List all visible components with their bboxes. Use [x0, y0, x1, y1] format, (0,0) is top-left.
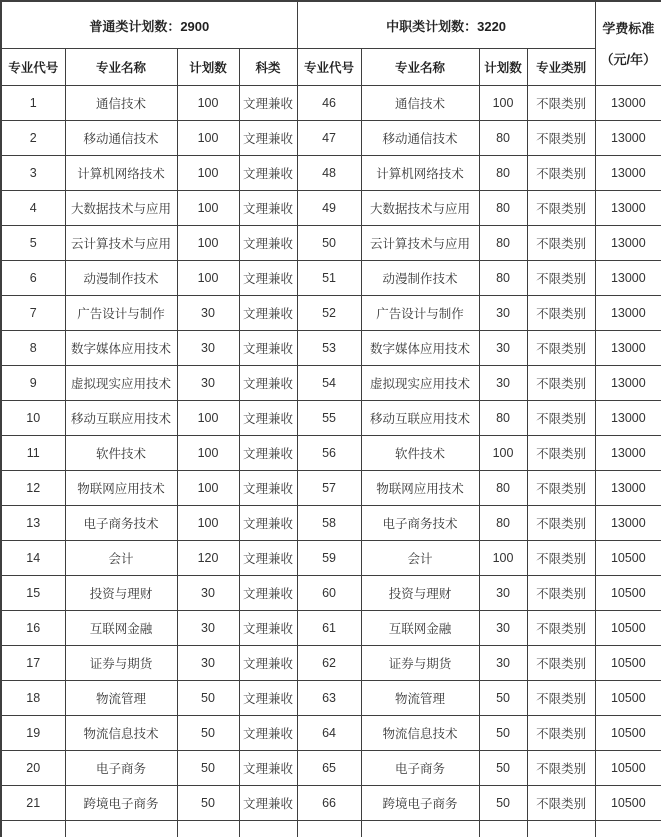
cell-vocational-plan-count: 30: [479, 366, 527, 401]
cell-vocational-major-name: 通信技术: [361, 86, 479, 121]
cell-general-code: 9: [1, 366, 65, 401]
cell-vocational-plan-count: 80: [479, 121, 527, 156]
cell-vocational-code: 57: [297, 471, 361, 506]
column-header-row: [1, 49, 661, 86]
cell-vocational-category: 不限类别: [527, 681, 595, 716]
cell-general-code: 20: [1, 751, 65, 786]
cell-general-subject-category: 文理兼收: [239, 471, 297, 506]
cell-vocational-category: 不限类别: [527, 576, 595, 611]
cell-general-plan-count: 30: [177, 611, 239, 646]
cell-vocational-category: 不限类别: [527, 156, 595, 191]
cell-general-major-name: 物流信息技术: [65, 716, 177, 751]
cell-general-code: 4: [1, 191, 65, 226]
cell-vocational-code: 60: [297, 576, 361, 611]
cell-general-plan-count: 100: [177, 86, 239, 121]
cell-general-plan-count: 50: [177, 681, 239, 716]
cell-tuition-fee: 10500: [595, 681, 661, 716]
cell-vocational-code: 66: [297, 786, 361, 821]
vocational-code-column-header: 专业代号: [297, 49, 361, 86]
table-row: [1, 751, 661, 786]
table-row: [1, 226, 661, 261]
cell-general-plan-count: 100: [177, 191, 239, 226]
cell-vocational-plan-count: 50: [479, 751, 527, 786]
cell-general-subject-category: 文理兼收: [239, 191, 297, 226]
cell-vocational-code: 61: [297, 611, 361, 646]
cell-vocational-category: 不限类别: [527, 366, 595, 401]
cell-general-plan-count: 100: [177, 401, 239, 436]
cell-vocational-category: 不限类别: [527, 611, 595, 646]
cell-vocational-plan-count: 100: [479, 436, 527, 471]
partial-clipped-row: [1, 821, 661, 837]
cell-vocational-plan-count: 30: [479, 611, 527, 646]
vocational-category-column-header: 专业类别: [527, 49, 595, 86]
cell-tuition-fee: 13000: [595, 261, 661, 296]
cell-vocational-major-name: 软件技术: [361, 436, 479, 471]
cell-vocational-code: 53: [297, 331, 361, 366]
cell-vocational-category: 不限类别: [527, 751, 595, 786]
cell-general-subject-category: 文理兼收: [239, 541, 297, 576]
cell-vocational-code: 46: [297, 86, 361, 121]
cell-vocational-code: 62: [297, 646, 361, 681]
cell-general-major-name-empty: [65, 821, 177, 837]
tuition-unit-label: （元/年）: [600, 51, 657, 67]
cell-general-plan-count: 120: [177, 541, 239, 576]
cell-vocational-plan-count: 80: [479, 191, 527, 226]
cell-general-code: 8: [1, 331, 65, 366]
table-row: [1, 261, 661, 296]
cell-tuition-fee: 10500: [595, 716, 661, 751]
cell-vocational-major-name: 虚拟现实应用技术: [361, 366, 479, 401]
cell-tuition-fee: 10500: [595, 751, 661, 786]
cell-vocational-plan-count: 80: [479, 401, 527, 436]
cell-tuition-fee: 13000: [595, 121, 661, 156]
cell-vocational-code: 48: [297, 156, 361, 191]
cell-general-plan-count: 100: [177, 226, 239, 261]
table-row: [1, 786, 661, 821]
cell-vocational-category: 不限类别: [527, 716, 595, 751]
table-row: [1, 471, 661, 506]
general-major-column-header: 专业名称: [65, 49, 177, 86]
cell-tuition-fee: 10500: [595, 611, 661, 646]
tuition-standard-header: [595, 1, 661, 86]
table-row: [1, 401, 661, 436]
table-row: [1, 86, 661, 121]
cell-general-plan-count: 100: [177, 506, 239, 541]
cell-general-code: 5: [1, 226, 65, 261]
cell-vocational-plan-count: 80: [479, 506, 527, 541]
cell-vocational-category: 不限类别: [527, 506, 595, 541]
cell-vocational-plan-count: 30: [479, 296, 527, 331]
general-subject-category-column-header: 科类: [239, 49, 297, 86]
cell-tuition-fee: 13000: [595, 191, 661, 226]
cell-vocational-plan-count: 80: [479, 471, 527, 506]
cell-vocational-category: 不限类别: [527, 191, 595, 226]
cell-general-code: 19: [1, 716, 65, 751]
cell-vocational-category: 不限类别: [527, 646, 595, 681]
cell-vocational-category: 不限类别: [527, 471, 595, 506]
cell-general-major-name: 软件技术: [65, 436, 177, 471]
cell-general-plan-count: 100: [177, 436, 239, 471]
cell-general-code: 10: [1, 401, 65, 436]
cell-general-plan-count: 100: [177, 156, 239, 191]
cell-general-major-name: 证券与期货: [65, 646, 177, 681]
cell-general-subject-category: 文理兼收: [239, 786, 297, 821]
cell-vocational-category: 不限类别: [527, 786, 595, 821]
table-row: [1, 121, 661, 156]
cell-general-code: 18: [1, 681, 65, 716]
cell-vocational-plan-count: 80: [479, 156, 527, 191]
cell-general-subject-category: 文理兼收: [239, 296, 297, 331]
cell-general-major-name: 物流管理: [65, 681, 177, 716]
cell-vocational-code: 63: [297, 681, 361, 716]
cell-vocational-category: 不限类别: [527, 226, 595, 261]
cell-general-plan-count: 50: [177, 716, 239, 751]
cell-vocational-major-name: 广告设计与制作: [361, 296, 479, 331]
general-code-column-header: 专业代号: [1, 49, 65, 86]
tuition-standard-label: 学费标准: [602, 20, 655, 36]
cell-vocational-code: 51: [297, 261, 361, 296]
cell-tuition-fee: 10500: [595, 786, 661, 821]
cell-vocational-major-name: 动漫制作技术: [361, 261, 479, 296]
table-row: [1, 681, 661, 716]
cell-general-subject-category: 文理兼收: [239, 366, 297, 401]
cell-general-major-name: 跨境电子商务: [65, 786, 177, 821]
cell-general-subject-category: 文理兼收: [239, 611, 297, 646]
cell-general-major-name: 虚拟现实应用技术: [65, 366, 177, 401]
vocational-plan-column-header: 计划数: [479, 49, 527, 86]
cell-vocational-category: 不限类别: [527, 261, 595, 296]
cell-general-code: 3: [1, 156, 65, 191]
cell-general-major-name: 通信技术: [65, 86, 177, 121]
cell-tuition-fee-empty: [595, 821, 661, 837]
cell-general-plan-count: 100: [177, 471, 239, 506]
cell-vocational-code: 54: [297, 366, 361, 401]
vocational-major-column-header: 专业名称: [361, 49, 479, 86]
cell-general-major-name: 移动互联应用技术: [65, 401, 177, 436]
cell-vocational-major-name: 移动通信技术: [361, 121, 479, 156]
cell-vocational-code: 50: [297, 226, 361, 261]
cell-general-code: 7: [1, 296, 65, 331]
cell-tuition-fee: 13000: [595, 156, 661, 191]
table-row: [1, 541, 661, 576]
cell-vocational-code-empty: [297, 821, 361, 837]
vocational-category-total-header: 中职类计划数：3220: [297, 1, 595, 49]
cell-vocational-major-name: 会计: [361, 541, 479, 576]
cell-vocational-plan-count: 30: [479, 646, 527, 681]
table-row: [1, 156, 661, 191]
cell-general-plan-count-empty: [177, 821, 239, 837]
cell-vocational-major-name: 物流信息技术: [361, 716, 479, 751]
table-row: [1, 436, 661, 471]
cell-general-subject-category: 文理兼收: [239, 156, 297, 191]
cell-general-subject-category-empty: [239, 821, 297, 837]
cell-general-major-name: 数字媒体应用技术: [65, 331, 177, 366]
cell-tuition-fee: 10500: [595, 541, 661, 576]
cell-vocational-major-name: 电子商务: [361, 751, 479, 786]
table-row: [1, 611, 661, 646]
cell-tuition-fee: 13000: [595, 401, 661, 436]
cell-general-plan-count: 100: [177, 261, 239, 296]
cell-general-major-name: 投资与理财: [65, 576, 177, 611]
cell-vocational-code: 52: [297, 296, 361, 331]
cell-general-major-name: 电子商务: [65, 751, 177, 786]
cell-general-code: 12: [1, 471, 65, 506]
cell-general-subject-category: 文理兼收: [239, 716, 297, 751]
table-row: [1, 506, 661, 541]
table-row: [1, 716, 661, 751]
cell-vocational-category: 不限类别: [527, 296, 595, 331]
cell-vocational-major-name: 移动互联应用技术: [361, 401, 479, 436]
cell-general-subject-category: 文理兼收: [239, 436, 297, 471]
cell-general-plan-count: 30: [177, 646, 239, 681]
cell-vocational-major-name-empty: [361, 821, 479, 837]
cell-vocational-major-name: 投资与理财: [361, 576, 479, 611]
cell-vocational-plan-count: 80: [479, 226, 527, 261]
cell-vocational-category: 不限类别: [527, 436, 595, 471]
general-category-total-header: 普通类计划数：2900: [1, 1, 297, 49]
cell-general-major-name: 电子商务技术: [65, 506, 177, 541]
cell-general-plan-count: 30: [177, 296, 239, 331]
cell-general-major-name: 互联网金融: [65, 611, 177, 646]
general-plan-column-header: 计划数: [177, 49, 239, 86]
cell-tuition-fee: 13000: [595, 436, 661, 471]
cell-general-major-name: 物联网应用技术: [65, 471, 177, 506]
cell-vocational-code: 56: [297, 436, 361, 471]
cell-tuition-fee: 13000: [595, 226, 661, 261]
cell-general-subject-category: 文理兼收: [239, 401, 297, 436]
cell-vocational-category: 不限类别: [527, 401, 595, 436]
cell-vocational-major-name: 大数据技术与应用: [361, 191, 479, 226]
cell-tuition-fee: 13000: [595, 506, 661, 541]
table-row: [1, 576, 661, 611]
table-row: [1, 296, 661, 331]
cell-vocational-code: 55: [297, 401, 361, 436]
cell-tuition-fee: 13000: [595, 86, 661, 121]
cell-vocational-code: 64: [297, 716, 361, 751]
cell-general-code: 21: [1, 786, 65, 821]
table-row: [1, 646, 661, 681]
cell-general-plan-count: 50: [177, 786, 239, 821]
cell-general-plan-count: 30: [177, 331, 239, 366]
cell-general-code: 15: [1, 576, 65, 611]
cell-general-plan-count: 50: [177, 751, 239, 786]
cell-vocational-major-name: 物联网应用技术: [361, 471, 479, 506]
cell-general-plan-count: 30: [177, 366, 239, 401]
cell-general-code: 1: [1, 86, 65, 121]
cell-vocational-plan-count: 50: [479, 681, 527, 716]
cell-general-code: 16: [1, 611, 65, 646]
cell-general-subject-category: 文理兼收: [239, 646, 297, 681]
cell-vocational-code: 65: [297, 751, 361, 786]
cell-general-code-empty: [1, 821, 65, 837]
cell-general-code: 2: [1, 121, 65, 156]
group-header-row: [1, 1, 661, 49]
cell-general-subject-category: 文理兼收: [239, 121, 297, 156]
cell-general-subject-category: 文理兼收: [239, 226, 297, 261]
cell-tuition-fee: 13000: [595, 296, 661, 331]
cell-general-major-name: 广告设计与制作: [65, 296, 177, 331]
cell-general-subject-category: 文理兼收: [239, 506, 297, 541]
cell-vocational-code: 58: [297, 506, 361, 541]
cell-general-major-name: 云计算技术与应用: [65, 226, 177, 261]
cell-general-code: 14: [1, 541, 65, 576]
cell-vocational-plan-count: 80: [479, 261, 527, 296]
cell-vocational-plan-count: 50: [479, 716, 527, 751]
cell-vocational-code: 59: [297, 541, 361, 576]
cell-general-major-name: 动漫制作技术: [65, 261, 177, 296]
table-row: [1, 366, 661, 401]
cell-vocational-code: 49: [297, 191, 361, 226]
cell-general-code: 6: [1, 261, 65, 296]
cell-vocational-code: 47: [297, 121, 361, 156]
cell-vocational-category: 不限类别: [527, 121, 595, 156]
cell-vocational-major-name: 证券与期货: [361, 646, 479, 681]
cell-general-code: 17: [1, 646, 65, 681]
cell-general-major-name: 计算机网络技术: [65, 156, 177, 191]
cell-general-major-name: 大数据技术与应用: [65, 191, 177, 226]
cell-vocational-major-name: 电子商务技术: [361, 506, 479, 541]
cell-general-plan-count: 100: [177, 121, 239, 156]
cell-general-code: 11: [1, 436, 65, 471]
cell-tuition-fee: 10500: [595, 646, 661, 681]
cell-vocational-category: 不限类别: [527, 86, 595, 121]
cell-general-subject-category: 文理兼收: [239, 261, 297, 296]
table-row: [1, 331, 661, 366]
cell-vocational-plan-count: 30: [479, 576, 527, 611]
table-row: [1, 191, 661, 226]
cell-tuition-fee: 13000: [595, 471, 661, 506]
cell-vocational-major-name: 计算机网络技术: [361, 156, 479, 191]
cell-vocational-major-name: 互联网金融: [361, 611, 479, 646]
cell-vocational-plan-count: 100: [479, 541, 527, 576]
cell-vocational-plan-count: 30: [479, 331, 527, 366]
cell-general-subject-category: 文理兼收: [239, 86, 297, 121]
cell-general-subject-category: 文理兼收: [239, 681, 297, 716]
cell-vocational-major-name: 数字媒体应用技术: [361, 331, 479, 366]
cell-general-subject-category: 文理兼收: [239, 331, 297, 366]
cell-vocational-plan-count-empty: [479, 821, 527, 837]
cell-vocational-category: 不限类别: [527, 331, 595, 366]
cell-general-major-name: 会计: [65, 541, 177, 576]
cell-vocational-category: 不限类别: [527, 541, 595, 576]
cell-vocational-major-name: 云计算技术与应用: [361, 226, 479, 261]
cell-general-code: 13: [1, 506, 65, 541]
cell-general-plan-count: 30: [177, 576, 239, 611]
cell-tuition-fee: 13000: [595, 366, 661, 401]
cell-general-major-name: 移动通信技术: [65, 121, 177, 156]
cell-vocational-plan-count: 50: [479, 786, 527, 821]
cell-tuition-fee: 10500: [595, 576, 661, 611]
cell-vocational-plan-count: 100: [479, 86, 527, 121]
cell-vocational-category-empty: [527, 821, 595, 837]
cell-vocational-major-name: 物流管理: [361, 681, 479, 716]
cell-general-subject-category: 文理兼收: [239, 751, 297, 786]
cell-vocational-major-name: 跨境电子商务: [361, 786, 479, 821]
cell-tuition-fee: 13000: [595, 331, 661, 366]
cell-general-subject-category: 文理兼收: [239, 576, 297, 611]
